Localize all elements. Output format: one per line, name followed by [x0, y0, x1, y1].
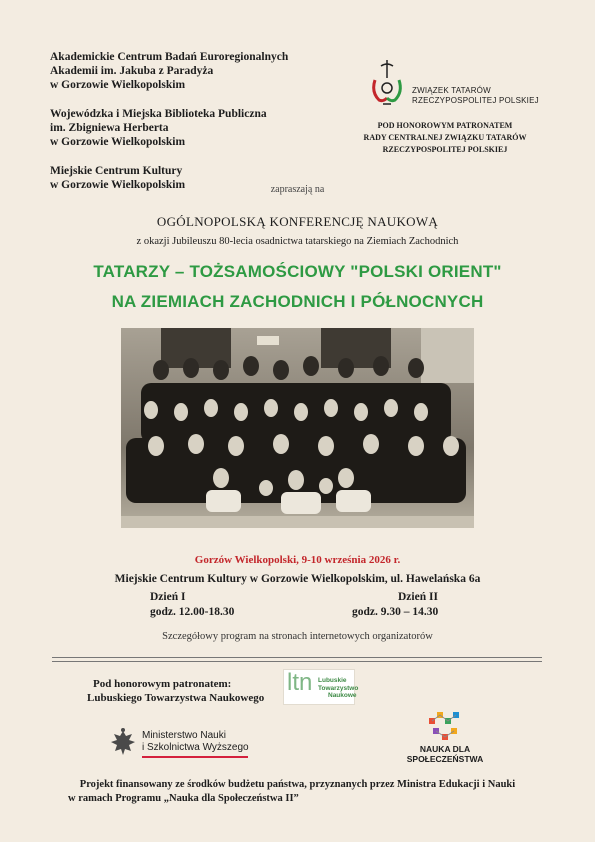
patron-line: RADY CENTRALNEJ ZWIĄZKU TATARÓW	[363, 133, 527, 142]
organizer-line: Wojewódzka i Miejska Biblioteka Publiczna	[50, 108, 267, 120]
ltn-logo-line: Towarzystwo	[318, 684, 359, 692]
event-venue: Miejskie Centrum Kultury w Gorzowie Wielkopolskim, ul. Hawelańska 6a	[114, 573, 481, 585]
organizer-acbe	[50, 50, 288, 92]
ltn-logo-text	[318, 677, 358, 700]
zwiazek-patronage	[340, 120, 550, 156]
occasion-text: z okazji Jubileuszu 80-lecia osadnictwa tatarskiego na Ziemiach Zachodnich	[136, 236, 459, 247]
day2-label: Dzień II	[398, 591, 438, 603]
title-line-2: NA ZIEMIACH ZACHODNICH I PÓŁNOCNYCH	[111, 292, 484, 311]
zwiazek-name	[412, 86, 539, 106]
day2-time: godz. 9.30 – 14.30	[352, 606, 439, 618]
zwiazek-name-line: RZECZYPOSPOLITEJ POLSKIEJ	[412, 96, 539, 105]
program-note: Szczegółowy program na stronach internetowych organizatorów	[162, 631, 433, 642]
conference-label: OGÓLNOPOLSKĄ KONFERENCJĘ NAUKOWĄ	[156, 214, 439, 229]
nauka-line: NAUKA DLA	[419, 744, 471, 754]
patron-line: POD HONOROWYM PATRONATEM	[377, 121, 513, 130]
day1-label: Dzień I	[150, 591, 186, 603]
nauka-line: SPOŁECZEŃSTWA	[406, 754, 484, 764]
ltn-patron-line: Lubuskiego Towarzystwa Naukowego	[87, 692, 265, 704]
divider-line	[52, 657, 542, 658]
ltn-logo-line: Lubuskie	[318, 677, 347, 684]
ltn-patronage	[87, 677, 264, 705]
ministry-line: i Szkolnictwa Wyższego	[142, 742, 249, 753]
nauka-logo-icon	[427, 710, 463, 742]
footer-line: w ramach Programu „Nauka dla Społeczeństwa II”	[68, 793, 299, 804]
ltn-logo-letters: ltn	[287, 669, 313, 696]
group-photo-image-icon	[121, 328, 474, 528]
footer-line: Projekt finansowany ze środków budżetu państwa, przyznanych przez Ministra Edukacji i Nauki	[79, 779, 516, 790]
ministry-line: Ministerstwo Nauki	[142, 730, 226, 741]
organizer-library	[50, 107, 267, 149]
organizer-line: w Gorzowie Wielkopolskim	[50, 136, 186, 148]
organizer-line: w Gorzowie Wielkopolskim	[50, 79, 186, 91]
event-date: Gorzów Wielkopolski, 9-10 września 2026 r.	[194, 554, 401, 566]
eagle-emblem-icon	[108, 727, 138, 759]
ministry-red-line	[142, 756, 248, 758]
group-photo	[121, 328, 474, 528]
ltn-patron-line: Pod honorowym patronatem:	[93, 678, 232, 690]
organizer-line: Akademickie Centrum Badań Euroregionalnych	[50, 51, 289, 63]
invite-text: zapraszają na	[270, 184, 325, 195]
ltn-logo-line: Naukowe	[328, 692, 357, 699]
zwiazek-name-line: ZWIĄZEK TATARÓW	[412, 86, 491, 95]
day1-time: godz. 12.00-18.30	[150, 606, 235, 618]
funding-footer	[0, 778, 595, 806]
organizer-line: Akademii im. Jakuba z Paradyża	[50, 65, 214, 77]
nauka-name	[400, 744, 490, 764]
divider-line	[52, 661, 542, 662]
title-line-1: TATARZY – TOŻSAMOŚCIOWY "POLSKI ORIENT"	[93, 262, 502, 281]
organizer-line: w Gorzowie Wielkopolskim	[50, 179, 186, 191]
zwiazek-tatarow-logo-icon	[369, 58, 405, 108]
ministry-name	[142, 730, 249, 754]
organizer-line: Miejskie Centrum Kultury	[50, 165, 183, 177]
organizer-line: im. Zbigniewa Herberta	[50, 122, 169, 134]
patron-line: RZECZYPOSPOLITEJ POLSKIEJ	[382, 145, 508, 154]
